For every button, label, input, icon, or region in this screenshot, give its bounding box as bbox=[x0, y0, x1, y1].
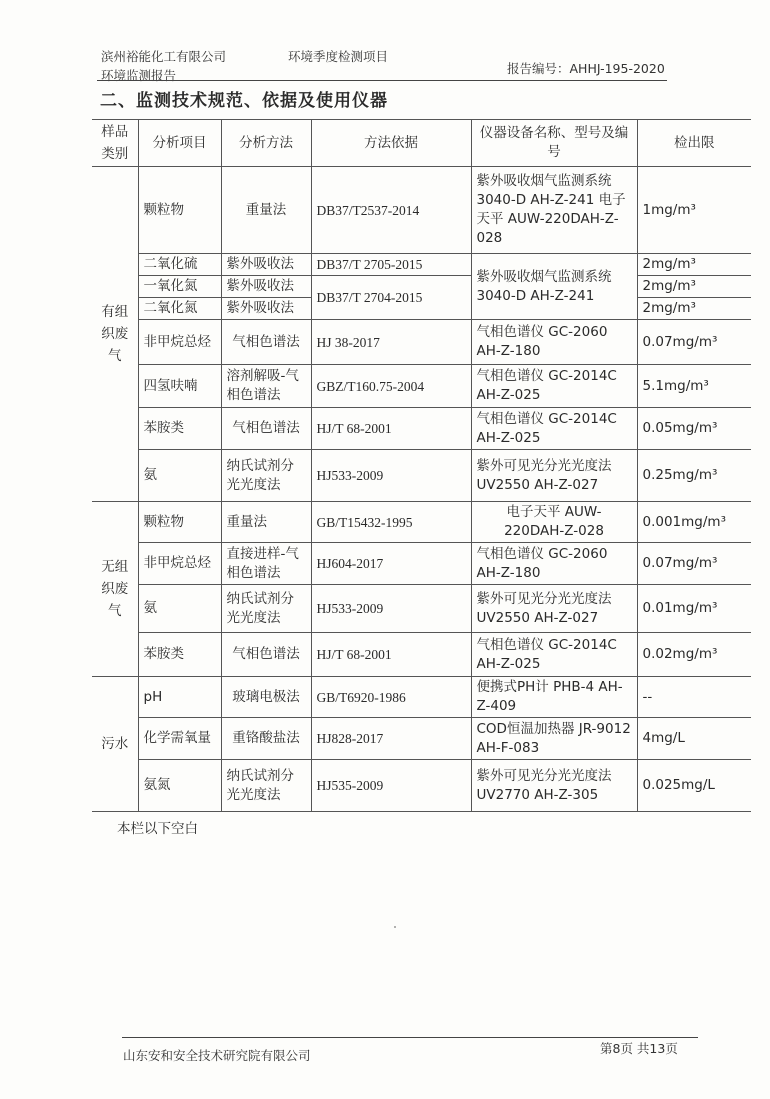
method-cell: 气相色谱法 bbox=[221, 408, 311, 450]
limit-cell: 0.07mg/m³ bbox=[637, 320, 751, 365]
instrument-cell: COD恒温加热器 JR-9012 AH-F-083 bbox=[471, 718, 637, 760]
footer-page-number: 第8页 共13页 bbox=[600, 1041, 678, 1056]
table-row bbox=[92, 320, 751, 365]
table-row bbox=[92, 718, 751, 760]
limit-cell: 2mg/m³ bbox=[637, 254, 751, 276]
table-row bbox=[92, 677, 751, 718]
item-cell: 一氧化氮 bbox=[138, 276, 221, 298]
item-cell: 化学需氧量 bbox=[138, 718, 221, 760]
limit-cell: 5.1mg/m³ bbox=[637, 365, 751, 408]
method-cell: 重铬酸盐法 bbox=[221, 718, 311, 760]
standard-cell: GB/T15432-1995 bbox=[311, 502, 471, 543]
item-cell: 二氧化硫 bbox=[138, 254, 221, 276]
method-cell: 直接进样-气相色谱法 bbox=[221, 543, 311, 585]
method-cell: 紫外吸收法 bbox=[221, 298, 311, 320]
col-header-item: 分析项目 bbox=[138, 120, 221, 167]
header-report-type: 环境监测报告 bbox=[101, 68, 177, 83]
category-wastewater: 污水 bbox=[92, 677, 138, 812]
footer-rule bbox=[122, 1037, 698, 1038]
item-cell: 苯胺类 bbox=[138, 633, 221, 677]
item-cell: 二氧化氮 bbox=[138, 298, 221, 320]
limit-cell: 0.001mg/m³ bbox=[637, 502, 751, 543]
method-cell: 溶剂解吸-气相色谱法 bbox=[221, 365, 311, 408]
instrument-cell: 气相色谱仪 GC-2014C AH-Z-025 bbox=[471, 408, 637, 450]
item-cell: 颗粒物 bbox=[138, 167, 221, 254]
col-header-standard: 方法依据 bbox=[311, 120, 471, 167]
limit-cell: 0.025mg/L bbox=[637, 760, 751, 812]
section-title: 二、监测技术规范、依据及使用仪器 bbox=[100, 91, 388, 111]
category-organized-gas: 有组织废气 bbox=[92, 167, 138, 502]
standard-cell: HJ533-2009 bbox=[311, 450, 471, 502]
table-row bbox=[92, 254, 751, 276]
method-cell: 纳氏试剂分光光度法 bbox=[221, 450, 311, 502]
category-unorganized-gas: 无组织废气 bbox=[92, 502, 138, 677]
monitoring-methods-table bbox=[92, 119, 751, 812]
table-row bbox=[92, 502, 751, 543]
standard-cell: GBZ/T160.75-2004 bbox=[311, 365, 471, 408]
standard-cell: HJ 38-2017 bbox=[311, 320, 471, 365]
limit-cell: 0.02mg/m³ bbox=[637, 633, 751, 677]
table-row bbox=[92, 543, 751, 585]
limit-cell: 0.07mg/m³ bbox=[637, 543, 751, 585]
limit-cell: -- bbox=[637, 677, 751, 718]
table-row bbox=[92, 760, 751, 812]
standard-cell: HJ535-2009 bbox=[311, 760, 471, 812]
header-rule bbox=[97, 80, 667, 81]
standard-cell: DB37/T 2705-2015 bbox=[311, 254, 471, 276]
instrument-cell: 气相色谱仪 GC-2014C AH-Z-025 bbox=[471, 633, 637, 677]
method-cell: 重量法 bbox=[221, 502, 311, 543]
item-cell: pH bbox=[138, 677, 221, 718]
standard-cell: HJ/T 68-2001 bbox=[311, 633, 471, 677]
col-header-method: 分析方法 bbox=[221, 120, 311, 167]
method-cell: 紫外吸收法 bbox=[221, 254, 311, 276]
instrument-cell: 紫外吸收烟气监测系统 3040-D AH-Z-241 bbox=[471, 254, 637, 320]
instrument-cell: 紫外可见光分光光度法 UV2770 AH-Z-305 bbox=[471, 760, 637, 812]
method-cell: 气相色谱法 bbox=[221, 320, 311, 365]
limit-cell: 0.01mg/m³ bbox=[637, 585, 751, 633]
limit-cell: 0.25mg/m³ bbox=[637, 450, 751, 502]
item-cell: 苯胺类 bbox=[138, 408, 221, 450]
item-cell: 非甲烷总烃 bbox=[138, 543, 221, 585]
instrument-cell: 气相色谱仪 GC-2060 AH-Z-180 bbox=[471, 543, 637, 585]
item-cell: 氨 bbox=[138, 450, 221, 502]
instrument-cell: 气相色谱仪 GC-2014C AH-Z-025 bbox=[471, 365, 637, 408]
header-report-number: 报告编号：AHHJ-195-2020 bbox=[507, 61, 665, 76]
instrument-cell: 紫外吸收烟气监测系统 3040-D AH-Z-241 电子天平 AUW-220DAH-Z-028 bbox=[471, 167, 637, 254]
scan-speck bbox=[394, 926, 396, 928]
standard-cell: HJ533-2009 bbox=[311, 585, 471, 633]
instrument-cell: 便携式PH计 PHB-4 AH-Z-409 bbox=[471, 677, 637, 718]
table-row bbox=[92, 167, 751, 254]
header-project: 环境季度检测项目 bbox=[288, 49, 389, 64]
instrument-cell: 电子天平 AUW-220DAH-Z-028 bbox=[471, 502, 637, 543]
instrument-cell: 气相色谱仪 GC-2060 AH-Z-180 bbox=[471, 320, 637, 365]
table-row bbox=[92, 276, 751, 298]
table-row bbox=[92, 450, 751, 502]
instrument-cell: 紫外可见光分光光度法 UV2550 AH-Z-027 bbox=[471, 450, 637, 502]
instrument-cell: 紫外可见光分光光度法 UV2550 AH-Z-027 bbox=[471, 585, 637, 633]
blank-below-note: 本栏以下空白 bbox=[117, 821, 198, 837]
col-header-instrument: 仪器设备名称、型号及编号 bbox=[471, 120, 637, 167]
col-header-limit: 检出限 bbox=[637, 120, 751, 167]
method-cell: 玻璃电极法 bbox=[221, 677, 311, 718]
table-header-row bbox=[92, 120, 751, 167]
item-cell: 四氢呋喃 bbox=[138, 365, 221, 408]
footer-institute: 山东安和安全技术研究院有限公司 bbox=[123, 1048, 311, 1063]
table-row bbox=[92, 365, 751, 408]
table-row bbox=[92, 633, 751, 677]
standard-cell: HJ604-2017 bbox=[311, 543, 471, 585]
item-cell: 氨 bbox=[138, 585, 221, 633]
limit-cell: 2mg/m³ bbox=[637, 298, 751, 320]
method-cell: 纳氏试剂分光光度法 bbox=[221, 585, 311, 633]
col-header-category: 样品类别 bbox=[92, 120, 138, 167]
method-cell: 重量法 bbox=[221, 167, 311, 254]
limit-cell: 2mg/m³ bbox=[637, 276, 751, 298]
standard-cell: DB37/T 2704-2015 bbox=[311, 276, 471, 320]
item-cell: 非甲烷总烃 bbox=[138, 320, 221, 365]
standard-cell: HJ828-2017 bbox=[311, 718, 471, 760]
limit-cell: 4mg/L bbox=[637, 718, 751, 760]
standard-cell: GB/T6920-1986 bbox=[311, 677, 471, 718]
table-row bbox=[92, 408, 751, 450]
standard-cell: HJ/T 68-2001 bbox=[311, 408, 471, 450]
method-cell: 紫外吸收法 bbox=[221, 276, 311, 298]
method-cell: 纳氏试剂分光光度法 bbox=[221, 760, 311, 812]
standard-cell: DB37/T2537-2014 bbox=[311, 167, 471, 254]
item-cell: 氨氮 bbox=[138, 760, 221, 812]
method-cell: 气相色谱法 bbox=[221, 633, 311, 677]
limit-cell: 0.05mg/m³ bbox=[637, 408, 751, 450]
item-cell: 颗粒物 bbox=[138, 502, 221, 543]
header-company: 滨州裕能化工有限公司 bbox=[101, 49, 227, 64]
limit-cell: 1mg/m³ bbox=[637, 167, 751, 254]
table-row bbox=[92, 585, 751, 633]
